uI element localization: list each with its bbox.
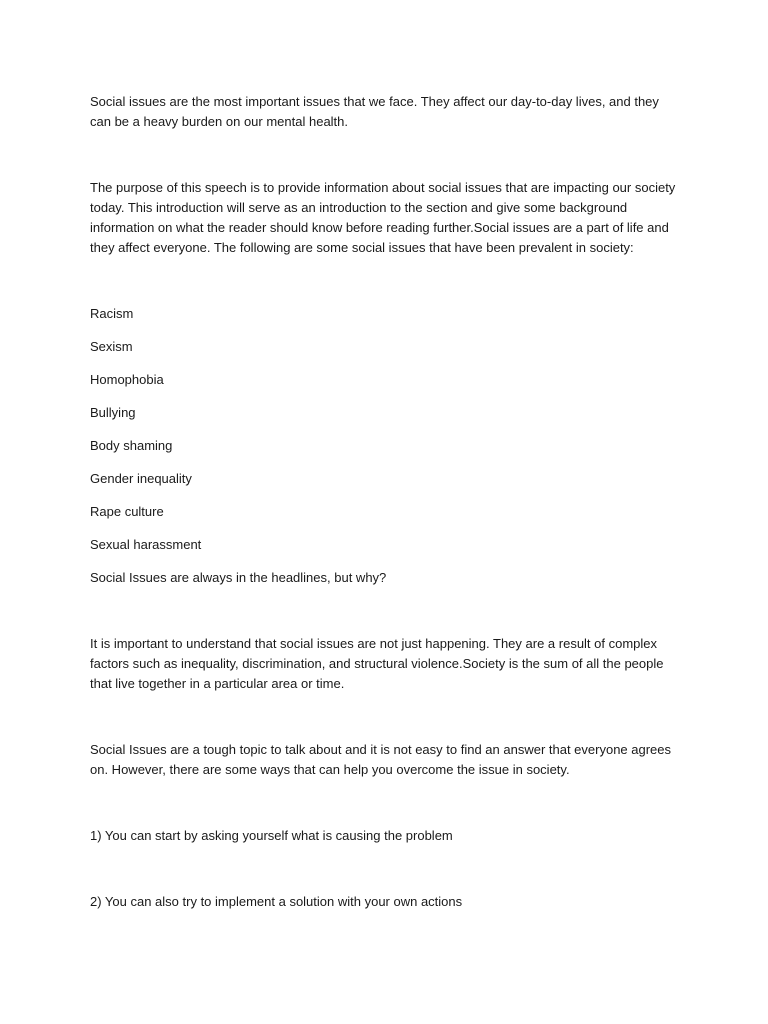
paragraph-complexity: It is important to understand that social issues are not just happening. They are a result of complex factors such as inequality, discrimination, and structural violence.Society is the sum of all the people that live together in a particular area or time. bbox=[90, 636, 664, 691]
spacer bbox=[90, 489, 682, 502]
issues-list bbox=[90, 304, 682, 588]
list-item: Sexual harassment bbox=[90, 537, 202, 552]
spacer bbox=[90, 846, 682, 892]
step-1: 1) You can start by asking yourself what is causing the problem bbox=[90, 828, 453, 843]
list-item: Rape culture bbox=[90, 504, 164, 519]
list-item: Bullying bbox=[90, 405, 136, 420]
list-item: Gender inequality bbox=[90, 471, 192, 486]
spacer bbox=[90, 423, 682, 436]
spacer bbox=[90, 324, 682, 337]
spacer bbox=[90, 390, 682, 403]
spacer bbox=[90, 588, 682, 634]
spacer bbox=[90, 357, 682, 370]
spacer bbox=[90, 132, 682, 178]
list-item: Homophobia bbox=[90, 372, 164, 387]
paragraph-intro: Social issues are the most important issues that we face. They affect our day-to-day lives, and they can be a heavy burden on our mental health. bbox=[90, 94, 659, 129]
list-item: Social Issues are always in the headlines, but why? bbox=[90, 570, 387, 585]
document-page bbox=[90, 92, 682, 912]
list-item: Body shaming bbox=[90, 438, 173, 453]
spacer bbox=[90, 694, 682, 740]
spacer bbox=[90, 555, 682, 568]
spacer bbox=[90, 258, 682, 304]
spacer bbox=[90, 522, 682, 535]
paragraph-purpose: The purpose of this speech is to provide information about social issues that are impacting our society today. This introduction will serve as an introduction to the section and give some background information on what the reader should know before reading further.Social issues are a part of life and they affect everyone. The following are some social issues that have been prevalent in society: bbox=[90, 180, 676, 255]
spacer bbox=[90, 456, 682, 469]
list-item: Racism bbox=[90, 306, 134, 321]
spacer bbox=[90, 780, 682, 826]
step-2: 2) You can also try to implement a solution with your own actions bbox=[90, 894, 463, 909]
list-item: Sexism bbox=[90, 339, 133, 354]
paragraph-tough-topic: Social Issues are a tough topic to talk about and it is not easy to find an answer that everyone agrees on. However, there are some ways that can help you overcome the issue in society. bbox=[90, 742, 672, 777]
